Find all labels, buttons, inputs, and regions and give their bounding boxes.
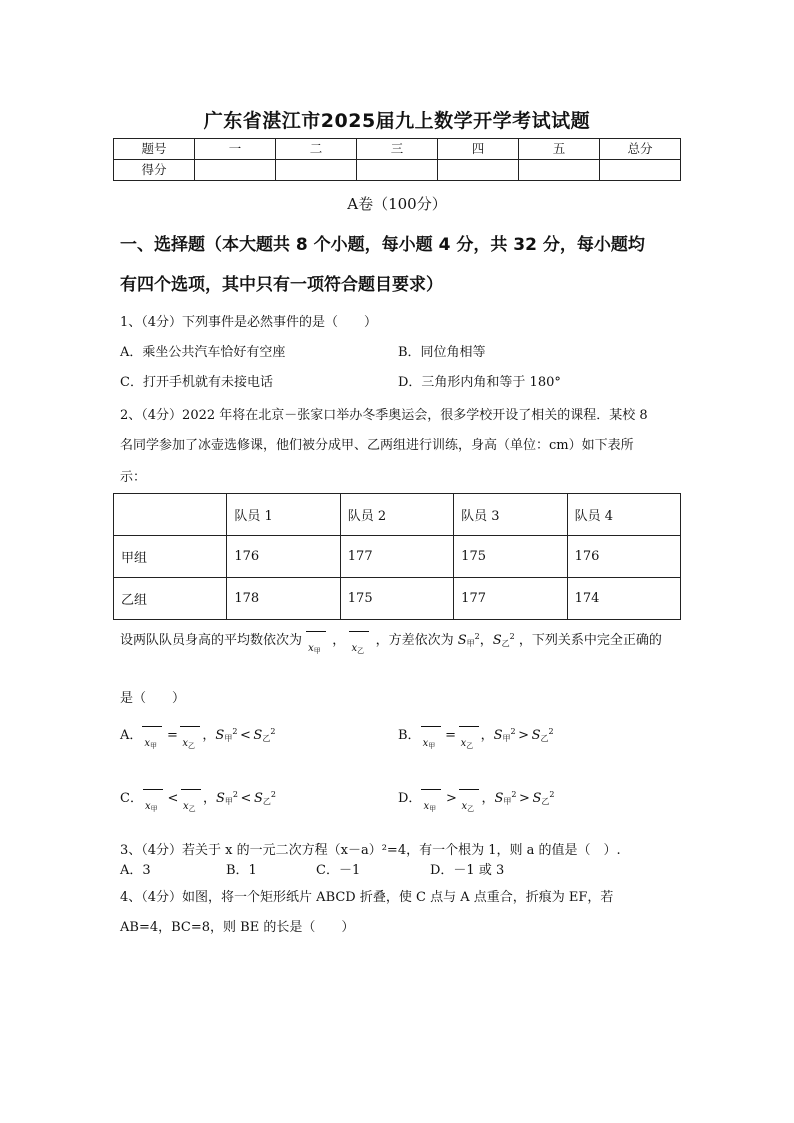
score-cell[interactable] [519, 160, 600, 181]
score-cell[interactable] [600, 160, 681, 181]
section1-heading-line1: 一、选择题（本大题共 8 个小题，每小题 4 分，共 32 分，每小题均 [120, 235, 645, 255]
table-row [114, 536, 681, 578]
score-header-cell: 题号 [114, 139, 195, 160]
variance-yi: $S_乙^2$ [492, 632, 515, 648]
table-cell: 178 [227, 578, 340, 620]
separator: ， [332, 633, 346, 648]
q2-option-b: B． $x_甲$ = $x_乙$ ，$S_甲^2 > S_乙^2$ [398, 727, 554, 750]
relation-symbol: = [166, 728, 178, 743]
relation-symbol: > [445, 791, 457, 806]
table-header-cell: 队员 1 [227, 494, 340, 536]
q3-option-a: A．3 [120, 863, 151, 878]
q1-option-c: C．打开手机就有未接电话 [120, 375, 273, 390]
q1-option-d: D．三角形内角和等于 180° [398, 375, 561, 390]
q3-option-b: B．1 [226, 863, 257, 878]
q2-option-a: A． $x_甲$ = $x_乙$ ，$S_甲^2 < S_乙^2$ [120, 727, 276, 750]
table-header-cell [114, 494, 227, 536]
section1-heading-line2: 有四个选项，其中只有一项符合题目要求） [120, 275, 443, 295]
mean-jia-symbol [306, 628, 328, 655]
q1-stem: 1、（4分）下列事件是必然事件的是（ ） [120, 315, 378, 330]
q2-after-text-a: 设两队队员身高的平均数依次为 [120, 633, 303, 648]
height-table [113, 493, 681, 620]
score-header-cell: 一 [195, 139, 276, 160]
table-cell: 乙组 [114, 578, 227, 620]
score-header-cell: 四 [438, 139, 519, 160]
score-table-score-row [114, 160, 681, 181]
q4-line1: 4、（4分）如图，将一个矩形纸片 ABCD 折叠，使 C 点与 A 点重合，折痕为 EF，若 [120, 890, 614, 905]
q2-after-table-line1: 设两队队员身高的平均数依次为 $x_甲$ ， $x_乙$ ，方差依次为 $S_甲^2$，$S_乙^2$ ，下列关系中完全正确的 [120, 628, 662, 653]
table-cell: 177 [340, 536, 453, 578]
score-row-label: 得分 [114, 160, 195, 181]
relation-symbol: < [239, 728, 251, 743]
q2-line3: 示： [120, 470, 147, 485]
q1-option-b: B．同位角相等 [398, 345, 486, 360]
exam-title: 广东省湛江市2025届九上数学开学考试试题 [203, 110, 591, 132]
mean-yi-symbol [349, 628, 371, 655]
variance-jia: $S_甲^2$ [457, 632, 480, 648]
table-cell: 174 [567, 578, 680, 620]
score-header-cell: 五 [519, 139, 600, 160]
table-cell: 甲组 [114, 536, 227, 578]
score-header-cell: 总分 [600, 139, 681, 160]
q2-after-table-line2: 是（ ） [120, 691, 186, 706]
q2-after-text-c: ，下列关系中完全正确的 [518, 633, 662, 648]
table-row [114, 494, 681, 536]
score-cell[interactable] [357, 160, 438, 181]
q2-option-c: C． $x_甲$ < $x_乙$ ，$S_甲^2 < S_乙^2$ [120, 790, 276, 813]
table-header-cell: 队员 2 [340, 494, 453, 536]
score-table [113, 138, 681, 181]
table-cell: 177 [454, 578, 567, 620]
x-letter: x [308, 643, 314, 654]
table-cell: 175 [454, 536, 567, 578]
q2-after-text-b: ，方差依次为 [375, 633, 454, 648]
score-table-header-row [114, 139, 681, 160]
score-cell[interactable] [276, 160, 357, 181]
q3-stem: 3、（4分）若关于 x 的一元二次方程（x－a）²=4，有一个根为 1，则 a 的值是（ ）. [120, 843, 621, 858]
relation-symbol: = [445, 728, 457, 743]
score-header-cell: 三 [357, 139, 438, 160]
q2-option-d: D． $x_甲$ > $x_乙$ ，$S_甲^2 > S_乙^2$ [398, 790, 555, 813]
q4-line2: AB=4，BC=8，则 BE 的长是（ ） [120, 920, 355, 935]
score-header-cell: 二 [276, 139, 357, 160]
table-cell: 175 [340, 578, 453, 620]
table-row [114, 578, 681, 620]
table-cell: 176 [567, 536, 680, 578]
q3-option-d: D．－1 或 3 [430, 863, 505, 878]
relation-symbol: > [519, 791, 530, 806]
x-letter: x [351, 643, 358, 654]
q1-option-a: A．乘坐公共汽车恰好有空座 [120, 345, 286, 360]
score-cell[interactable] [195, 160, 276, 181]
table-header-cell: 队员 4 [567, 494, 680, 536]
score-cell[interactable] [438, 160, 519, 181]
section-subtitle: A卷（100分） [347, 195, 447, 213]
sub-jia: 甲 [313, 647, 321, 655]
q2-line1: 2、（4分）2022 年将在北京－张家口举办冬季奥运会，很多学校开设了相关的课程．某校 8 [120, 408, 648, 423]
relation-symbol: > [518, 728, 530, 743]
table-cell: 176 [227, 536, 340, 578]
sub-yi: 乙 [357, 647, 365, 655]
table-header-cell: 队员 3 [454, 494, 567, 536]
relation-symbol: < [167, 791, 179, 806]
relation-symbol: < [240, 791, 252, 806]
q3-option-c: C．－1 [316, 863, 361, 878]
q2-line2: 名同学参加了冰壶选修课，他们被分成甲、乙两组进行训练，身高（单位：cm）如下表所 [120, 438, 634, 453]
